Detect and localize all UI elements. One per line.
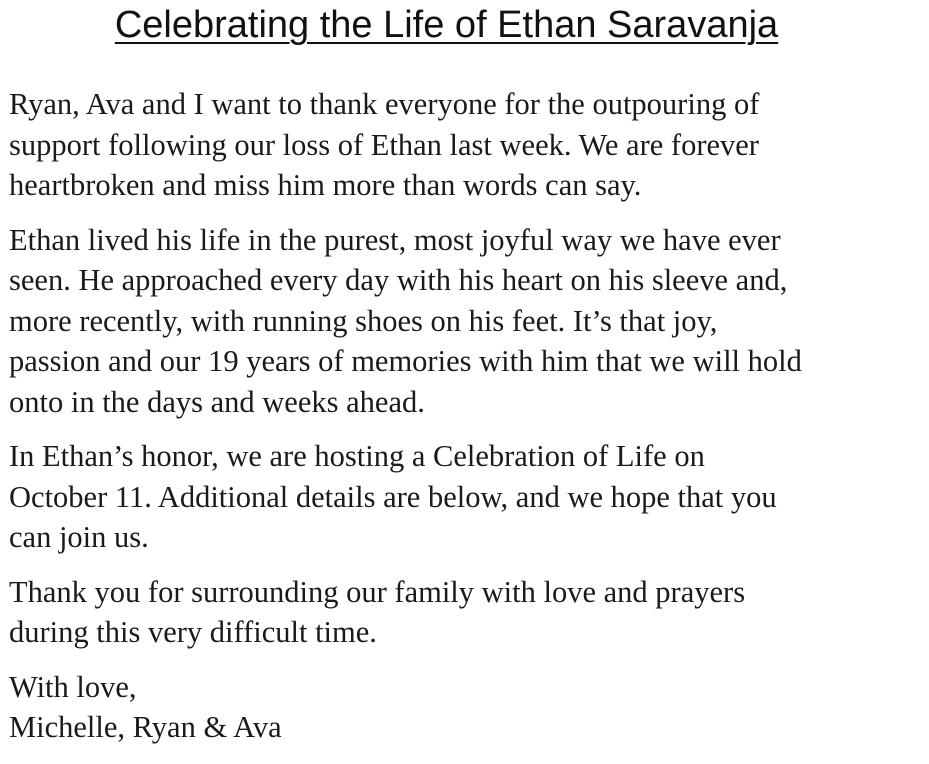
paragraph-line: Thank you for surrounding our family with love and prayers <box>9 574 746 609</box>
paragraph-event <box>9 436 924 558</box>
letter-body <box>9 84 924 748</box>
paragraph-line: heartbroken and miss him more than words can say. <box>9 168 642 202</box>
paragraph-line: seen. He approached every day with his heart on his sleeve and, <box>9 263 788 297</box>
document-title: Celebrating the Life of Ethan Saravanja <box>114 4 779 46</box>
paragraph-line: onto in the days and weeks ahead. <box>9 384 425 419</box>
paragraph-line: October 11. Additional details are below, and we hope that you <box>9 479 777 514</box>
paragraph-gratitude <box>9 572 924 653</box>
paragraph-remembrance <box>9 220 924 423</box>
paragraph-line: In Ethan’s honor, we are hosting a Celebration of Life on <box>9 439 705 473</box>
paragraph-line: Ethan lived his life in the purest, most joyful way we have ever <box>9 222 781 257</box>
paragraph-line: can join us. <box>9 520 149 554</box>
paragraph-line: passion and our 19 years of memories with him that we will hold <box>9 344 802 378</box>
closing-salutation: With love, <box>9 669 137 704</box>
paragraph-thanks <box>9 84 924 206</box>
paragraph-line: more recently, with running shoes on his feet. It’s that joy, <box>9 303 718 338</box>
paragraph-line: support following our loss of Ethan last week. We are forever <box>9 127 759 162</box>
closing-signature: Michelle, Ryan & Ava <box>9 710 282 744</box>
paragraph-line: during this very difficult time. <box>9 615 377 649</box>
letter-closing <box>9 667 924 748</box>
paragraph-line: Ryan, Ava and I want to thank everyone for the outpouring of <box>9 87 760 121</box>
